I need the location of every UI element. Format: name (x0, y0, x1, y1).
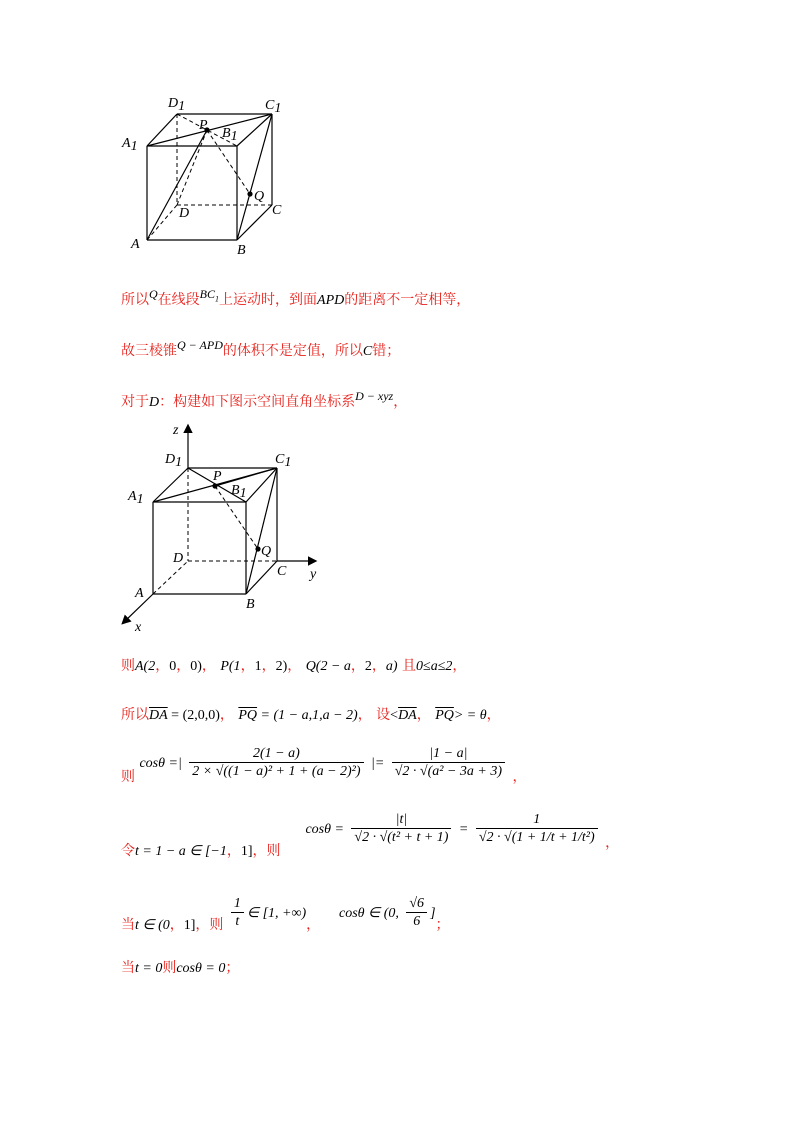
svg-text:D1: D1 (165, 452, 183, 470)
text-line-4: 则A(2，0，0)， P(1，1，2)， Q(2 − a，2，a) 且0≤a≤2， (121, 658, 467, 674)
svg-text:x: x (135, 620, 142, 635)
fraction-4: $\frac{1}{\text{√2 · √(1 + 1/t + 1/t²)}}$ (476, 812, 598, 846)
hidden-d-p (177, 130, 207, 205)
edge-a1-d1 (147, 114, 177, 146)
svg-text:D1: D1 (168, 96, 186, 114)
text-line-2: 故三棱锥Q − APD的体积不是定值，所以C错； (121, 338, 401, 359)
text-line-6: 则 cosθ =| $\frac{2(1 - a)}{\text{2 × √((1 − a)² + 1 + (a − 2)²)}}$ |= $\frac{|1 - a|}{\text{√2 · √(a² − 3a + 3)}}$ ， (121, 746, 527, 785)
fraction-1: $\frac{2(1 - a)}{\text{2 × √((1 − a)² + 1 + (a − 2)²)}}$ (189, 746, 363, 780)
point-p (212, 483, 217, 488)
svg-text:C1: C1 (275, 452, 292, 470)
cube-diagram-1 (115, 92, 300, 257)
point-q (247, 191, 252, 196)
svg-text:B: B (246, 597, 255, 612)
svg-text:y: y (310, 567, 317, 582)
fraction-5: $\frac{1}{t}$ (231, 896, 244, 930)
svg-text:P: P (199, 118, 208, 133)
svg-text:Q: Q (261, 544, 272, 559)
text-line-8: 当t ∈ (0，1]，则 $\frac{1}{t}$ ∈ [1, +∞)， cosθ ∈ (0, $\frac{√6}{6}$ ]； (121, 896, 450, 933)
cube-diagram-2 (115, 420, 330, 635)
text-line-9: 当t = 0则cosθ = 0； (121, 960, 240, 976)
svg-text:P: P (213, 469, 222, 484)
svg-text:C: C (272, 203, 282, 218)
segment-b-c1 (237, 114, 272, 240)
svg-text:A1: A1 (122, 136, 138, 154)
fraction-6: $\frac{√6}{6}$ (406, 896, 427, 930)
svg-text:A1: A1 (128, 489, 144, 507)
svg-text:Q: Q (254, 189, 265, 204)
text-line-1: 所以Q在线段$BC_1$上运动时，到面APD的距离不一定相等， (121, 287, 471, 308)
svg-text:z: z (173, 423, 179, 438)
svg-text:D: D (173, 551, 184, 566)
svg-text:B1: B1 (222, 126, 238, 144)
hidden-a-d (147, 205, 177, 240)
svg-text:C1: C1 (265, 98, 282, 116)
svg-text:B: B (237, 243, 246, 257)
cube-figure-2 (115, 420, 330, 635)
point-q (255, 546, 260, 551)
fraction-3: $\frac{|t|}{\text{√2 · √(t² + t + 1)}}$ (351, 812, 451, 846)
text-line-7: 令t = 1 − a ∈ [−1，1]，则 cosθ = $\frac{|t|}{\text{√2 · √(t² + t + 1)}}$ = $\frac{1}{\text{√2 · √(1 + 1/t + 1/t²)}}$ ， (121, 812, 620, 859)
svg-text:A: A (131, 237, 140, 252)
fraction-2: $\frac{|1 - a|}{\text{√2 · √(a² − 3a + 3)}}$ (392, 746, 505, 780)
text-line-5: 所以$\overline{DA} = (2,0,0)$， $\overline{PQ} = (1 - a,1,a - 2)$， 设$<\overline{DA}$， $\overline{PQ}> = \theta$， (121, 707, 501, 723)
text-line-3: 对于D：构建如下图示空间直角坐标系D − xyz， (121, 389, 408, 410)
svg-text:B1: B1 (231, 483, 247, 501)
svg-text:D: D (179, 206, 190, 221)
svg-text:A: A (135, 586, 144, 601)
svg-text:C: C (277, 564, 287, 579)
cube-figure-1 (115, 92, 300, 257)
